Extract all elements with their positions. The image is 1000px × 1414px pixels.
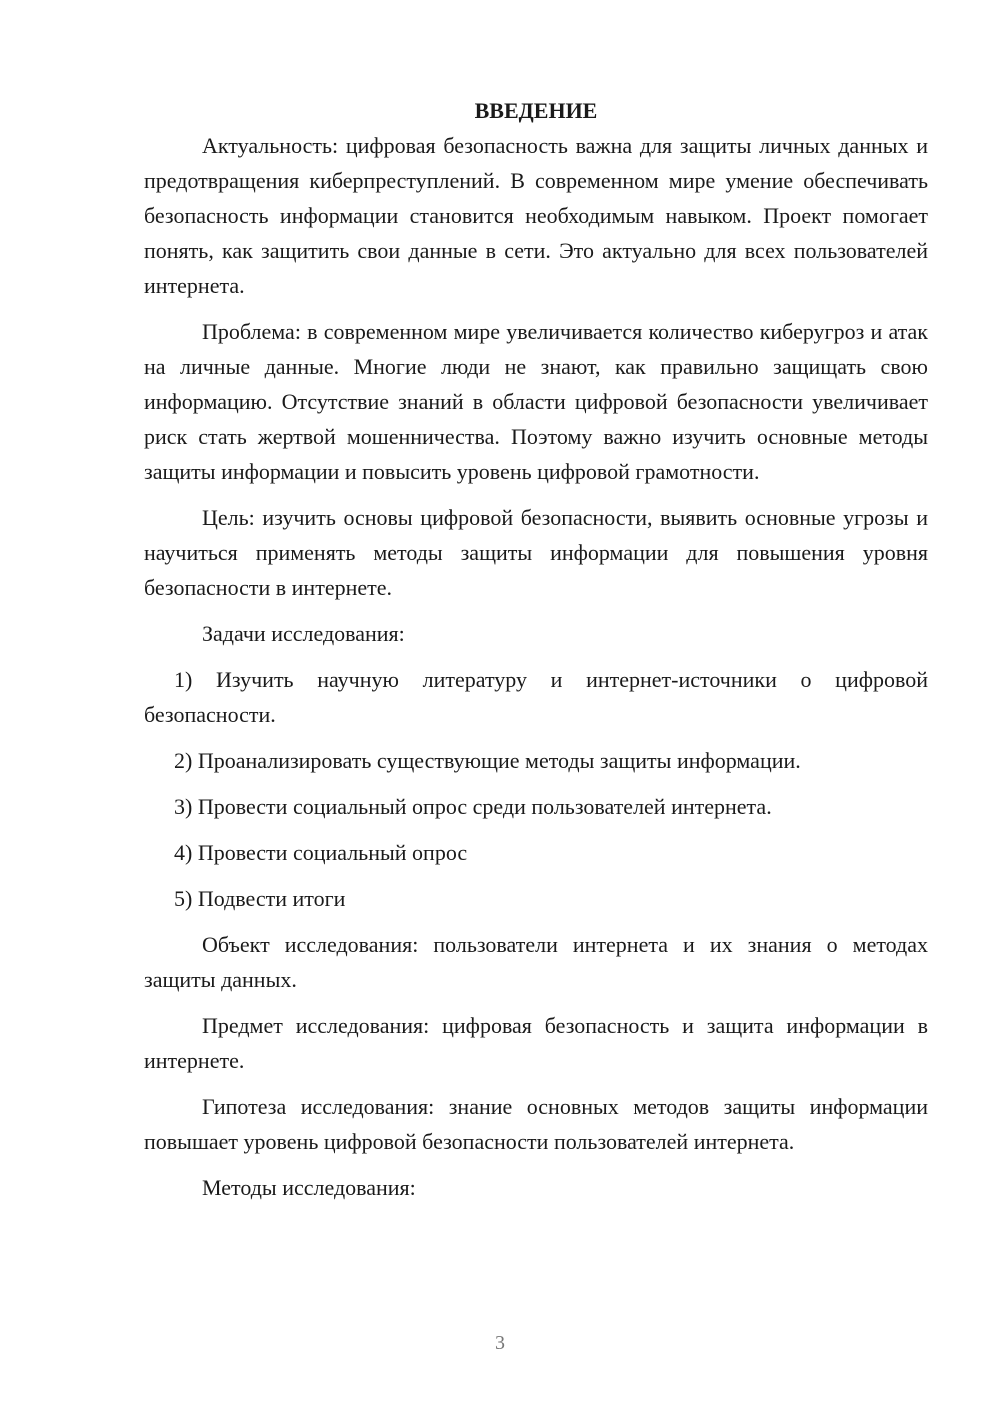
task-item: 5) Подвести итоги bbox=[174, 886, 346, 911]
goal-paragraph: Цель: изучить основы цифровой безопасности, выявить основные угрозы и научиться применять методы защиты информации для повышения уровня безопасности в интернете. bbox=[144, 505, 928, 600]
object-paragraph: Объект исследования: пользователи интернета и их знания о методах защиты данных. bbox=[144, 932, 928, 992]
methods-heading: Методы исследования: bbox=[202, 1175, 416, 1200]
hypothesis-paragraph: Гипотеза исследования: знание основных методов защиты информации повышает уровень цифровой безопасности пользователей интернета. bbox=[144, 1094, 928, 1154]
problem-paragraph: Проблема: в современном мире увеличивается количество киберугроз и атак на личные данные. Многие люди не знают, как правильно защищать свою информацию. Отсутствие знаний в области цифровой безопасности увеличивает риск стать жертвой мошенничества. Поэтому важно изучить основные методы защиты информации и повысить уровень цифровой грамотности. bbox=[144, 319, 928, 484]
page-title: ВВЕДЕНИЕ bbox=[474, 98, 598, 123]
relevance-paragraph: Актуальность: цифровая безопасность важна для защиты личных данных и предотвращения киберпреступлений. В современном мире умение обеспечивать безопасность информации становится необходимым навыком. Проект помогает понять, как защитить свои данные в сети. Это актуально для всех пользователей интернета. bbox=[144, 133, 928, 298]
subject-paragraph: Предмет исследования: цифровая безопасность и защита информации в интернете. bbox=[144, 1013, 928, 1073]
task-item: 1) Изучить научную литературу и интернет-источники о цифровой безопасности. bbox=[144, 667, 928, 727]
page-number: 3 bbox=[495, 1332, 505, 1354]
task-item: 4) Провести социальный опрос bbox=[174, 840, 468, 865]
tasks-heading: Задачи исследования: bbox=[202, 621, 405, 646]
task-item: 2) Проанализировать существующие методы защиты информации. bbox=[174, 748, 801, 773]
task-item: 3) Провести социальный опрос среди пользователей интернета. bbox=[174, 794, 772, 819]
document-page bbox=[144, 93, 928, 1205]
